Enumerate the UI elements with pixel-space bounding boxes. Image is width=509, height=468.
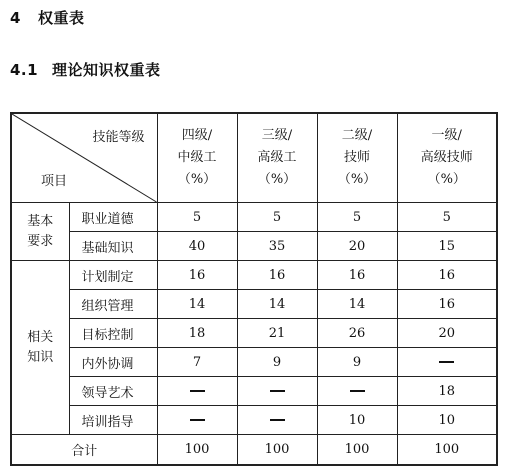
- corner-cell: [11, 113, 157, 203]
- table-row: [11, 377, 497, 406]
- value-cell: 10: [317, 406, 397, 435]
- corner-skill-level-label: 技能等级: [92, 130, 145, 145]
- value-cell: [237, 377, 317, 406]
- value-cell: 5: [397, 203, 497, 232]
- value-cell: [317, 377, 397, 406]
- table-row: [11, 348, 497, 377]
- total-value: 100: [397, 435, 497, 466]
- dash-mark: [190, 390, 205, 392]
- section-number: 4: [10, 9, 21, 27]
- row-item-label: 计划制定: [69, 261, 157, 290]
- dash-mark: [439, 361, 454, 363]
- total-value: 100: [157, 435, 237, 466]
- value-cell: 5: [157, 203, 237, 232]
- value-cell: 15: [397, 232, 497, 261]
- dash-mark: [190, 419, 205, 421]
- value-cell: 14: [157, 290, 237, 319]
- level-header-3: 三级/ 高级工 （%）: [237, 113, 317, 203]
- table-row: [11, 203, 497, 232]
- section-title: 权重表: [38, 9, 85, 27]
- value-cell: 9: [237, 348, 317, 377]
- value-cell: 16: [157, 261, 237, 290]
- value-cell: [397, 348, 497, 377]
- table-row: [11, 319, 497, 348]
- table-row: [11, 406, 497, 435]
- group-basic-requirements: 基本 要求: [11, 203, 69, 261]
- level-header-4: 四级/ 中级工 （%）: [157, 113, 237, 203]
- level-header-1: 一级/ 高级技师 （%）: [397, 113, 497, 203]
- value-cell: 26: [317, 319, 397, 348]
- value-cell: 5: [317, 203, 397, 232]
- value-cell: [157, 377, 237, 406]
- value-cell: [237, 406, 317, 435]
- row-item-label: 培训指导: [69, 406, 157, 435]
- total-row: [11, 435, 497, 466]
- subsection-number: 4.1: [10, 61, 39, 79]
- dash-mark: [270, 390, 285, 392]
- total-value: 100: [237, 435, 317, 466]
- subsection-title: 理论知识权重表: [52, 61, 161, 79]
- value-cell: 20: [397, 319, 497, 348]
- total-label: 合计: [11, 435, 157, 466]
- subsection-heading: [10, 59, 161, 80]
- weight-table: [10, 112, 498, 466]
- value-cell: 35: [237, 232, 317, 261]
- value-cell: 9: [317, 348, 397, 377]
- row-item-label: 职业道德: [69, 203, 157, 232]
- table-row: [11, 261, 497, 290]
- group-related-knowledge: 相关 知识: [11, 261, 69, 435]
- value-cell: [157, 406, 237, 435]
- value-cell: 40: [157, 232, 237, 261]
- row-item-label: 基础知识: [69, 232, 157, 261]
- value-cell: 18: [397, 377, 497, 406]
- value-cell: 10: [397, 406, 497, 435]
- value-cell: 5: [237, 203, 317, 232]
- value-cell: 21: [237, 319, 317, 348]
- value-cell: 14: [317, 290, 397, 319]
- total-value: 100: [317, 435, 397, 466]
- value-cell: 18: [157, 319, 237, 348]
- level-header-2: 二级/ 技师 （%）: [317, 113, 397, 203]
- section-heading: [10, 7, 85, 28]
- row-item-label: 领导艺术: [69, 377, 157, 406]
- value-cell: 16: [397, 261, 497, 290]
- dash-mark: [270, 419, 285, 421]
- dash-mark: [350, 390, 365, 392]
- value-cell: 16: [317, 261, 397, 290]
- table-header-row: [11, 113, 497, 203]
- value-cell: 7: [157, 348, 237, 377]
- value-cell: 16: [237, 261, 317, 290]
- table-row: [11, 232, 497, 261]
- value-cell: 20: [317, 232, 397, 261]
- row-item-label: 内外协调: [69, 348, 157, 377]
- row-item-label: 组织管理: [69, 290, 157, 319]
- value-cell: 14: [237, 290, 317, 319]
- row-item-label: 目标控制: [69, 319, 157, 348]
- table-row: [11, 290, 497, 319]
- value-cell: 16: [397, 290, 497, 319]
- corner-item-label: 项目: [41, 174, 68, 189]
